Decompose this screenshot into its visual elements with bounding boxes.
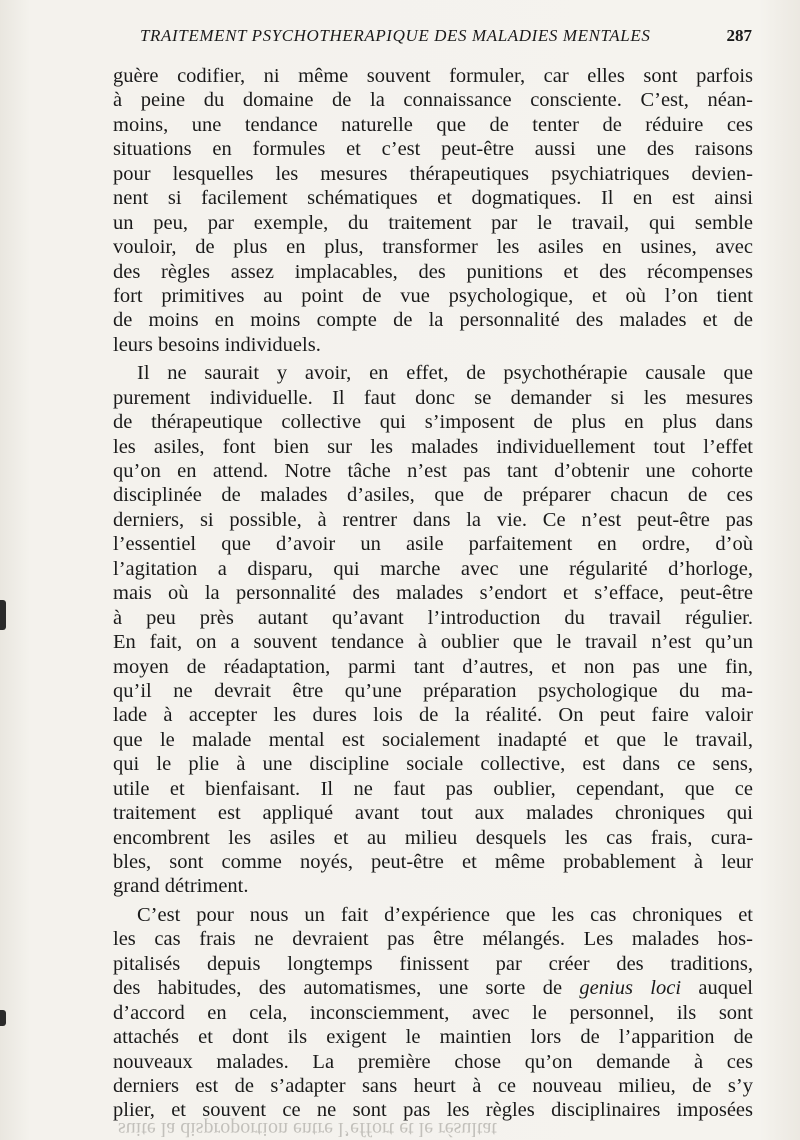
running-head (140, 26, 752, 50)
text-line: moins, une tendance naturelle que de tenter de réduire ces (113, 113, 753, 136)
text-line: bles, sont comme noyés, peut-être et même probablement à leur (113, 851, 753, 873)
text-line: des habitudes, des automatismes, une sorte de genius loci auquel (113, 977, 753, 1000)
text-line: leurs besoins individuels. (113, 333, 321, 356)
text-line: d’accord en cela, inconsciemment, avec le personnel, ils sont (113, 1001, 753, 1024)
text-line: un peu, par exemple, du traitement par le travail, qui semble (113, 211, 753, 234)
text-line: que le malade mental est socialement inadapté et que le travail, (113, 728, 753, 751)
text-line: grand détriment. (113, 875, 249, 898)
text-line: attachés et dont ils exigent le maintien lors de l’apparition de (113, 1026, 753, 1049)
text-line: En fait, on a souvent tendance à oublier que le travail n’est qu’un (113, 631, 753, 654)
italic-term: genius loci (579, 977, 682, 1000)
text-line: à peu près autant qu’avant l’introduction du travail régulier. (113, 606, 753, 629)
text-line: encombrent les asiles et au milieu desquels les cas frais, cura- (113, 826, 753, 849)
text-line: disciplinée de malades d’asiles, que de préparer chacun de ces (113, 484, 753, 507)
text-line: de thérapeutique collective qui s’imposent de plus en plus dans (113, 411, 753, 434)
text-line: nouveaux malades. La première chose qu’on demande à ces (113, 1050, 753, 1073)
text-line: Il ne saurait y avoir, en effet, de psychothérapie causale que (137, 362, 753, 385)
text-line: fort primitives au point de vue psychologique, et où l’on tient (113, 284, 753, 307)
text-line: qu’on en attend. Notre tâche n’est pas tant d’obtenir une cohorte (113, 460, 753, 482)
text-line: l’agitation a disparu, qui marche avec une régularité d’horloge, (113, 557, 753, 580)
text-line: guère codifier, ni même souvent formuler, car elles sont parfois (113, 65, 753, 87)
text-line: moyen de réadaptation, parmi tant d’autres, et non pas une fin, (113, 655, 753, 678)
text-line: à peine du domaine de la connaissance consciente. C’est, néan- (113, 89, 753, 112)
text-line: utile et bienfaisant. Il ne faut pas oublier, cependant, que ce (113, 777, 753, 800)
text-line: situations en formules et c’est peut-être aussi une des raisons (113, 138, 753, 161)
paragraph (113, 64, 753, 357)
text-line: pitalisés depuis longtemps finissent par créer des traditions, (113, 952, 753, 975)
running-title: TRAITEMENT PSYCHOTHERAPIQUE DES MALADIES MENTALES (140, 26, 651, 45)
text-line: les cas frais ne devraient pas être mélangés. Les malades hos- (113, 928, 753, 951)
text-line: l’essentiel que d’avoir un asile parfaitement en ordre, d’où (113, 533, 753, 556)
text-line: derniers, si possible, à rentrer dans la vie. Ce n’est peut-être pas (113, 508, 753, 531)
text-line: de moins en moins compte de la personnalité des malades et de (113, 309, 753, 332)
text-line: traitement est appliqué avant tout aux malades chroniques qui (113, 802, 753, 825)
text-line: C’est pour nous un fait d’expérience que les cas chroniques et (137, 903, 753, 926)
text-line: pour lesquelles les mesures thérapeutiques psychiatriques devien- (113, 162, 753, 185)
text-line: derniers est de s’adapter sans heurt à ce nouveau milieu, de s’y (113, 1074, 753, 1097)
text-line: qu’il ne devrait être qu’une préparation psychologique du ma- (113, 679, 753, 702)
paragraph (113, 903, 753, 1123)
body-text (113, 64, 753, 1123)
text-line: lade à accepter les dures lois de la réalité. On peut faire valoir (113, 704, 753, 727)
text-line: nent si facilement schématiques et dogmatiques. Il en est ainsi (113, 187, 753, 210)
text-line: qui le plie à une discipline sociale collective, est dans ce sens, (113, 753, 753, 776)
paragraph (113, 361, 753, 899)
page-edge-mark (0, 1010, 6, 1026)
text-line: mais où la personnalité des malades s’endort et s’efface, peut-être (113, 582, 753, 605)
text-line: purement individuelle. Il faut donc se demander si les mesures (113, 386, 753, 409)
text-line: des règles assez implacables, des punitions et des récompenses (113, 260, 753, 283)
bleed-through-text: suite la disproportion entre l’effort et le résultat (118, 1118, 497, 1140)
text-line: vouloir, de plus en plus, transformer les asiles en usines, avec (113, 236, 753, 259)
text-line: les asiles, font bien sur les malades individuellement tout l’effet (113, 435, 753, 458)
text-line: plier, et souvent ce ne sont pas les règles disciplinaires imposées (113, 1099, 753, 1122)
page-edge-mark (0, 600, 6, 630)
page-number: 287 (726, 26, 752, 45)
